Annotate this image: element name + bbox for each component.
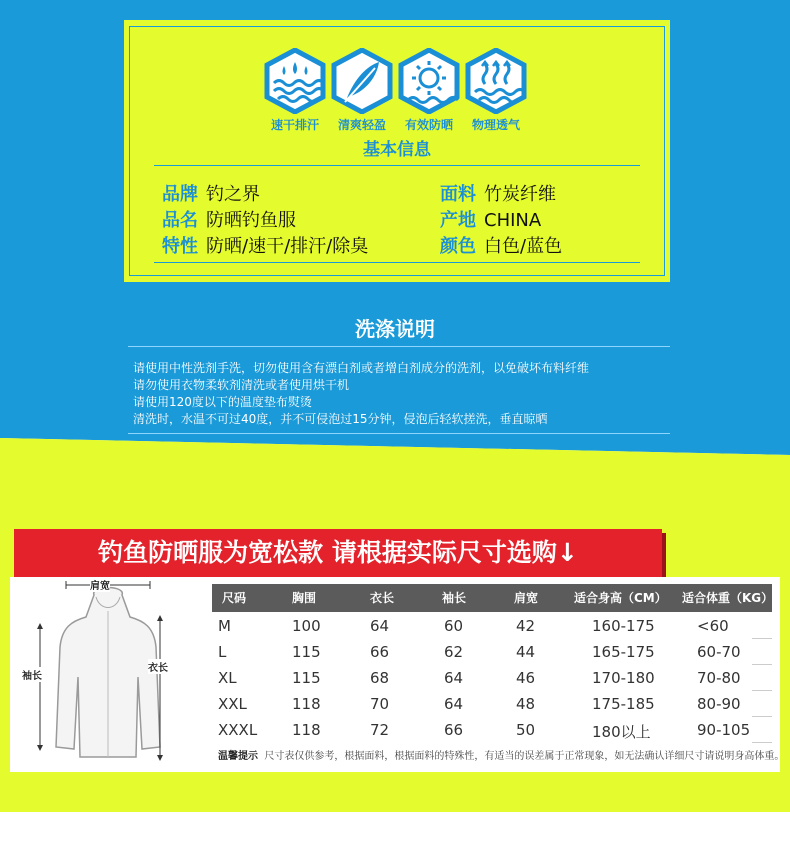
info-fabric: [440, 180, 556, 206]
info-color: [440, 232, 562, 258]
table-cell: 50: [516, 721, 536, 739]
table-cell: XL: [218, 669, 237, 687]
table-cell: 100: [292, 617, 321, 635]
table-cell: 48: [516, 695, 536, 713]
table-cell: 60-70: [697, 643, 741, 661]
row-divider: [752, 690, 772, 691]
tip-label: 温馨提示: [218, 751, 258, 762]
table-cell: 44: [516, 643, 536, 661]
divider: [128, 433, 670, 434]
row-divider: [752, 716, 772, 717]
table-cell: 90-105: [697, 721, 751, 739]
info-value: 白色/蓝色: [484, 236, 563, 257]
header-cell: 尺码: [222, 591, 247, 605]
info-value: 防晒/速干/排汗/除臭: [206, 236, 369, 257]
table-cell: 64: [444, 695, 464, 713]
table-cell: 118: [292, 721, 321, 739]
divider: [128, 346, 670, 347]
feature-quick-dry: [260, 48, 330, 133]
info-value: 钓之界: [206, 184, 260, 205]
table-cell: XXL: [218, 695, 247, 713]
info-key: 颜色: [440, 236, 476, 257]
table-cell: <60: [697, 617, 729, 635]
length-label: 衣长: [148, 659, 168, 674]
info-key: 特性: [162, 236, 198, 257]
feature-label: 物理透气: [471, 118, 520, 132]
table-cell: 70-80: [697, 669, 741, 687]
header-cell: 肩宽: [514, 591, 539, 605]
divider: [154, 262, 640, 263]
wash-title: 洗涤说明: [355, 317, 435, 341]
table-cell: 66: [444, 721, 464, 739]
info-key: 产地: [440, 210, 476, 231]
water-drops-icon: [262, 48, 328, 114]
shoulder-label: 肩宽: [90, 577, 110, 592]
table-cell: 68: [370, 669, 390, 687]
info-value: 防晒钓鱼服: [206, 210, 296, 231]
size-table-header: [212, 584, 772, 612]
info-features: [162, 232, 368, 258]
feature-breathable: [461, 48, 531, 133]
feather-icon: [329, 48, 395, 114]
row-divider: [752, 664, 772, 665]
wash-line: 清洗时，水温不可过40度，并不可侵泡过15分钟，侵泡后轻软搓洗，垂直晾晒: [133, 412, 548, 426]
table-cell: 175-185: [592, 695, 655, 713]
table-cell: 66: [370, 643, 390, 661]
basic-info-card: [124, 20, 670, 282]
info-value: 竹炭纤维: [484, 184, 556, 205]
info-value: CHINA: [484, 210, 542, 231]
table-cell: 115: [292, 669, 321, 687]
table-cell: 115: [292, 643, 321, 661]
wash-line: 请使用120度以下的温度垫布熨烫: [133, 395, 312, 409]
wash-line: 请勿使用衣物柔软剂清洗或者使用烘干机: [133, 378, 350, 392]
table-cell: 62: [444, 643, 464, 661]
row-divider: [752, 742, 772, 743]
divider: [154, 165, 640, 166]
size-banner: 钓鱼防晒服为宽松款 请根据实际尺寸选购↓: [14, 529, 662, 577]
table-cell: 42: [516, 617, 536, 635]
table-cell: 64: [444, 669, 464, 687]
header-cell: 适合体重（KG）: [682, 591, 774, 605]
info-origin: [440, 206, 541, 232]
table-cell: 80-90: [697, 695, 741, 713]
wash-line: 请使用中性洗剂手洗，切勿使用含有漂白剂或者增白剂成分的洗剂，以免破坏布料纤维: [133, 361, 590, 375]
info-brand: [162, 180, 260, 206]
table-cell: 64: [370, 617, 390, 635]
feature-light: [327, 48, 397, 133]
table-cell: 160-175: [592, 617, 655, 635]
table-cell: 72: [370, 721, 390, 739]
info-key: 面料: [440, 184, 476, 205]
feature-sun-protect: [394, 48, 464, 133]
table-cell: M: [218, 617, 231, 635]
info-key: 品牌: [162, 184, 198, 205]
feature-label: 有效防晒: [404, 118, 453, 132]
table-cell: 70: [370, 695, 390, 713]
info-key: 品名: [162, 210, 198, 231]
breathable-air-icon: [463, 48, 529, 114]
sleeve-label: 袖长: [22, 667, 42, 682]
table-cell: 165-175: [592, 643, 655, 661]
basic-info-title: 基本信息: [363, 140, 431, 160]
table-cell: L: [218, 643, 227, 661]
feature-label: 清爽轻盈: [337, 118, 386, 132]
info-product-name: [162, 206, 296, 232]
table-cell: 60: [444, 617, 464, 635]
table-cell: 170-180: [592, 669, 655, 687]
header-cell: 袖长: [442, 591, 467, 605]
table-cell: XXXL: [218, 721, 258, 739]
size-tip: [218, 747, 784, 762]
header-cell: 胸围: [292, 591, 317, 605]
sun-icon: [396, 48, 462, 114]
row-divider: [752, 638, 772, 639]
table-cell: 118: [292, 695, 321, 713]
table-cell: 180以上: [592, 723, 651, 741]
tip-text: 尺寸表仅供参考，根据面料，根据面料的特殊性，有适当的误差属于正常现象，如无法确认详细尺寸请说明身高体重。: [264, 751, 785, 762]
header-cell: 适合身高（CM）: [574, 591, 667, 605]
header-cell: 衣长: [370, 591, 395, 605]
feature-label: 速干排汗: [270, 118, 319, 132]
table-cell: 46: [516, 669, 536, 687]
